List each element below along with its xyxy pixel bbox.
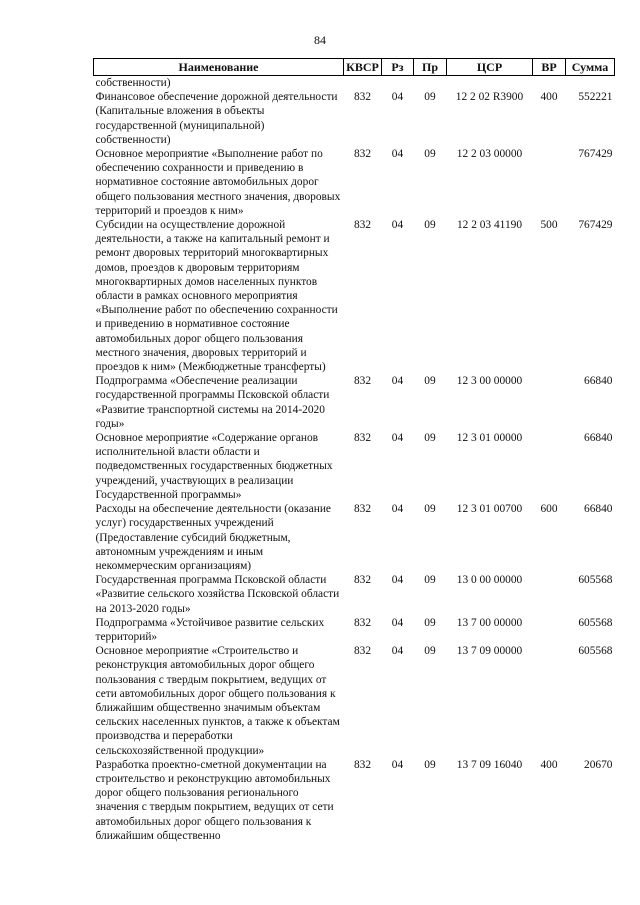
row-pr: 09 bbox=[424, 503, 436, 516]
row-name: Финансовое обеспечение дорожной деятельности (Капитальные вложения в объекты государственной (муниципальной) собственности) bbox=[95, 91, 338, 146]
row-sum: 767429 bbox=[578, 148, 613, 161]
table-row bbox=[94, 502, 615, 573]
row-vr: 400 bbox=[540, 91, 558, 104]
header-sum: Сумма bbox=[566, 59, 615, 76]
row-csr: 12 2 03 00000 bbox=[456, 148, 523, 161]
header-name: Наименование bbox=[94, 59, 344, 76]
table-row bbox=[94, 616, 615, 644]
row-kvsr: 832 bbox=[353, 503, 372, 516]
row-rz bbox=[382, 76, 414, 91]
row-vr: 400 bbox=[540, 758, 558, 771]
row-sum: 605568 bbox=[578, 645, 613, 658]
table-row bbox=[94, 758, 615, 843]
row-csr: 12 2 03 41190 bbox=[456, 219, 523, 232]
row-sum: 20670 bbox=[584, 758, 613, 771]
row-sum: 552221 bbox=[578, 91, 613, 104]
table-row bbox=[94, 76, 615, 91]
row-name: Расходы на обеспечение деятельности (оказание услуг) государственных учреждений (Предоставление субсидий бюджетным, автономным учреждениям и иным некоммерческим организациям) bbox=[95, 503, 331, 572]
row-vr bbox=[533, 644, 566, 758]
row-pr: 09 bbox=[424, 91, 436, 104]
row-sum: 605568 bbox=[578, 574, 613, 587]
table-row bbox=[94, 573, 615, 616]
row-pr: 09 bbox=[424, 616, 436, 629]
row-name: собственности) bbox=[95, 77, 171, 89]
header-rz: Рз bbox=[382, 59, 414, 76]
row-name: Разработка проектно-сметной документации на строительство и реконструкцию автомобильных дорог общего пользования регионального значения с твердым покрытием, ведущих от сети автомобильных дорог общего пользования к ближайшим общественно bbox=[95, 758, 334, 842]
row-rz: 04 bbox=[391, 758, 404, 771]
table-row bbox=[94, 431, 615, 502]
row-vr bbox=[533, 616, 566, 644]
row-name: Основное мероприятие «Строительство и реконструкция автомобильных дорог общего пользования с твердым покрытием, ведущих от сети автомобильных дорог общего пользования к ближайшим общественно значимым объектам сельских населенных пунктов, а также к объектам производства и переработки сельскохозяйственной продукции» bbox=[95, 645, 340, 757]
row-csr bbox=[447, 76, 533, 91]
row-vr bbox=[533, 76, 566, 91]
row-sum bbox=[566, 76, 615, 91]
page-number: 84 bbox=[314, 33, 326, 47]
row-rz: 04 bbox=[391, 375, 404, 388]
row-csr: 13 7 00 00000 bbox=[456, 616, 523, 629]
row-csr: 12 3 01 00000 bbox=[456, 432, 523, 445]
table-row bbox=[94, 374, 615, 431]
row-kvsr bbox=[344, 76, 382, 91]
header-csr: ЦСР bbox=[447, 59, 533, 76]
row-rz: 04 bbox=[391, 616, 404, 629]
header-kvsr: КВСР bbox=[344, 59, 382, 76]
row-sum: 66840 bbox=[584, 503, 613, 516]
row-pr: 09 bbox=[424, 375, 436, 388]
row-sum: 66840 bbox=[584, 375, 613, 388]
row-pr: 09 bbox=[424, 574, 436, 587]
row-csr: 12 2 02 R3900 bbox=[455, 91, 524, 104]
row-vr bbox=[533, 374, 566, 431]
row-pr bbox=[414, 76, 447, 91]
row-pr: 09 bbox=[424, 645, 436, 658]
row-name: Подпрограмма «Обеспечение реализации государственной программы Псковской области «Развитие транспортной системы на 2014-2020 годы» bbox=[95, 375, 330, 430]
row-rz: 04 bbox=[391, 574, 404, 587]
row-vr bbox=[533, 147, 566, 218]
row-csr: 12 3 01 00700 bbox=[456, 503, 523, 516]
table-row bbox=[94, 644, 615, 758]
row-rz: 04 bbox=[391, 432, 404, 445]
row-name: Государственная программа Псковской области «Развитие сельского хозяйства Псковской области на 2013-2020 годы» bbox=[95, 574, 340, 615]
row-vr bbox=[533, 573, 566, 616]
row-kvsr: 832 bbox=[353, 758, 372, 771]
row-rz: 04 bbox=[391, 91, 404, 104]
row-kvsr: 832 bbox=[353, 616, 372, 629]
row-pr: 09 bbox=[424, 432, 436, 445]
row-pr: 09 bbox=[424, 148, 436, 161]
row-vr: 500 bbox=[540, 219, 558, 232]
row-kvsr: 832 bbox=[353, 375, 372, 388]
row-csr: 13 0 00 00000 bbox=[456, 574, 523, 587]
header-vr: ВР bbox=[533, 59, 566, 76]
row-name: Основное мероприятие «Содержание органов исполнительной власти области и подведомственных государственных бюджетных учреждений, участвующих в реализации Государственной программы» bbox=[95, 432, 333, 501]
row-pr: 09 bbox=[424, 758, 436, 771]
budget-table bbox=[93, 58, 615, 843]
row-csr: 13 7 09 16040 bbox=[456, 758, 523, 771]
row-rz: 04 bbox=[391, 645, 404, 658]
row-vr bbox=[533, 431, 566, 502]
row-name: Субсидии на осуществление дорожной деятельности, а также на капитальный ремонт и ремонт дворовых территорий многоквартирных домов, проездов к дворовым территориям многоквартирных домов населенных пунктов области в рамках основного мероприятия «Выполнение работ по обеспечению сохранности и приведению в нормативное состояние автомобильных дорог общего пользования местного значения, дворовых территорий и проездов к ним» (Межбюджетные трансферты) bbox=[95, 219, 338, 374]
row-rz: 04 bbox=[391, 503, 404, 516]
row-kvsr: 832 bbox=[353, 91, 372, 104]
table-header-row bbox=[94, 59, 615, 76]
row-rz: 04 bbox=[391, 148, 404, 161]
row-kvsr: 832 bbox=[353, 219, 372, 232]
table-row bbox=[94, 218, 615, 374]
table-row bbox=[94, 90, 615, 147]
row-sum: 66840 bbox=[584, 432, 613, 445]
row-csr: 13 7 09 00000 bbox=[456, 645, 523, 658]
row-kvsr: 832 bbox=[353, 574, 372, 587]
row-kvsr: 832 bbox=[353, 432, 372, 445]
header-pr: Пр bbox=[414, 59, 447, 76]
row-sum: 605568 bbox=[578, 616, 613, 629]
row-name: Основное мероприятие «Выполнение работ по обеспечению сохранности и приведению в нормативное состояние автомобильных дорог общего пользования местного значения, дворовых территорий и проездов к ним» bbox=[95, 148, 341, 217]
row-name: Подпрограмма «Устойчивое развитие сельских территорий» bbox=[95, 616, 325, 643]
row-kvsr: 832 bbox=[353, 645, 372, 658]
row-pr: 09 bbox=[424, 219, 436, 232]
row-csr: 12 3 00 00000 bbox=[456, 375, 523, 388]
row-sum: 767429 bbox=[578, 219, 613, 232]
row-kvsr: 832 bbox=[353, 148, 372, 161]
row-rz: 04 bbox=[391, 219, 404, 232]
table-row bbox=[94, 147, 615, 218]
row-vr: 600 bbox=[540, 503, 558, 516]
